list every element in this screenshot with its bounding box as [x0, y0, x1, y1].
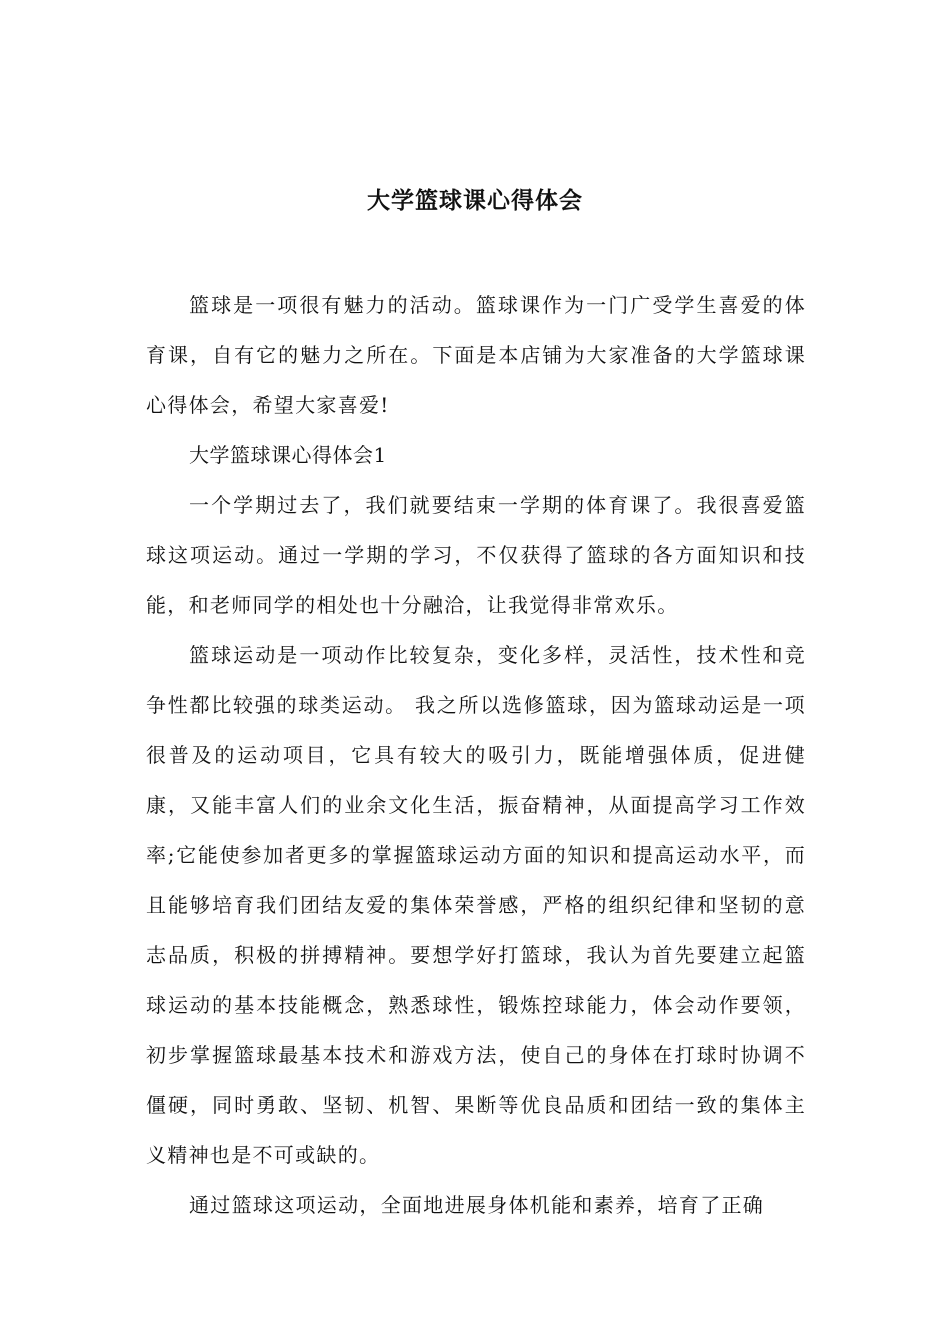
- body-paragraph-3: 通过篮球这项运动，全面地进展身体机能和素养，培育了正确: [189, 1193, 765, 1217]
- document-body: [146, 280, 806, 1230]
- body-paragraph-2: 篮球运动是一项动作比较复杂，变化多样，灵活性，技术性和竞争性都比较强的球类运动。 我之所以选修篮球，因为篮球动运是一项很普及的运动项目，它具有较大的吸引力，既能增强体质，促进健康，又能丰富人们的业余文化生活，振奋精神，从面提高学习工作效率;它能使参加者更多的掌握篮球运动方面的知识和提高运动水平，而且能够培育我们团结友爱的集体荣誉感，严格的组织纪律和坚韧的意志品质，积极的拼搏精神。要想学好打篮球，我认为首先要建立起篮球运动的基本技能概念，熟悉球性，锻炼控球能力，体会动作要领，初步掌握篮球最基本技术和游戏方法，使自己的身体在打球时协调不僵硬，同时勇敢、坚韧、机智、果断等优良品质和团结一致的集体主义精神也是不可或缺的。: [146, 643, 806, 1167]
- document-title: 大学篮球课心得体会: [367, 187, 583, 214]
- section-heading-1: 大学篮球课心得体会1: [189, 443, 387, 467]
- intro-paragraph: 篮球是一项很有魅力的活动。篮球课作为一门广受学生喜爱的体育课，自有它的魅力之所在。下面是本店铺为大家准备的大学篮球课心得体会，希望大家喜爱!: [146, 293, 806, 417]
- body-paragraph-1: 一个学期过去了，我们就要结束一学期的体育课了。我很喜爱篮球这项运动。通过一学期的学习，不仅获得了篮球的各方面知识和技能，和老师同学的相处也十分融洽，让我觉得非常欢乐。: [146, 493, 806, 617]
